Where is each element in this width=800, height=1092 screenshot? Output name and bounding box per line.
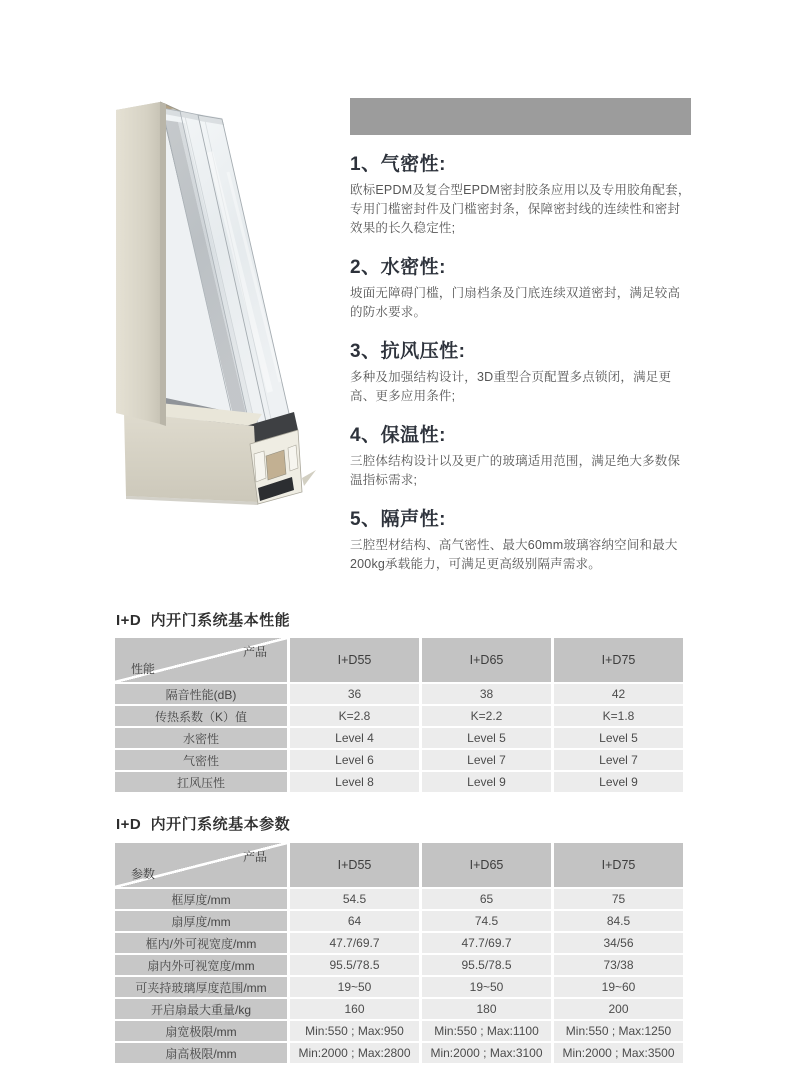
performance-table: [115, 638, 683, 792]
feature-heading: 2、水密性:: [350, 257, 446, 278]
cell-value: Min:2000 ; Max:2800: [290, 1043, 419, 1063]
column-header: I+D75: [554, 843, 683, 887]
cell-value: 95.5/78.5: [422, 955, 551, 975]
row-label: 可夹持玻璃厚度范围/mm: [115, 977, 287, 997]
cell-value: 75: [554, 889, 683, 909]
feature-item: [350, 252, 691, 322]
feature-item: [350, 504, 691, 574]
cell-value: Level 6: [290, 750, 419, 770]
cell-value: 160: [290, 999, 419, 1019]
row-label: 开启扇最大重量/kg: [115, 999, 287, 1019]
cell-value: 200: [554, 999, 683, 1019]
column-header: I+D65: [422, 638, 551, 682]
feature-heading: 5、隔声性:: [350, 509, 446, 530]
cell-value: Level 9: [554, 772, 683, 792]
cell-value: 19~60: [554, 977, 683, 997]
feature-list: [350, 149, 691, 574]
cell-value: Level 7: [422, 750, 551, 770]
cell-value: Level 9: [422, 772, 551, 792]
feature-body: 三腔型材结构、高气密性、最大60mm玻璃容纳空间和最大200kg承载能力，可满足更高级别隔声需求。: [350, 538, 678, 571]
feature-body: 三腔体结构设计以及更广的玻璃适用范围，满足绝大多数保温指标需求;: [350, 454, 681, 487]
cell-value: Min:2000 ; Max:3100: [422, 1043, 551, 1063]
row-label: 框厚度/mm: [115, 889, 287, 909]
cell-value: 42: [554, 684, 683, 704]
corner-label-top: 产品: [242, 645, 267, 659]
feature-heading: 1、气密性:: [350, 154, 446, 175]
corner-label-bottom: 性能: [131, 662, 156, 676]
cell-value: 73/38: [554, 955, 683, 975]
feature-item: [350, 336, 691, 406]
cell-value: 95.5/78.5: [290, 955, 419, 975]
column-header: I+D55: [290, 638, 419, 682]
cell-value: 47.7/69.7: [422, 933, 551, 953]
row-label: 传热系数（K）值: [115, 706, 287, 726]
cell-value: 36: [290, 684, 419, 704]
feature-body: 坡面无障碍门槛，门扇档条及门底连续双道密封，满足较高的防水要求。: [350, 286, 681, 319]
row-label: 框内/外可视宽度/mm: [115, 933, 287, 953]
feature-body: 欧标EPDM及复合型EPDM密封胶条应用以及专用胶角配套，专用门槛密封件及门槛密封条，保障密封线的连续性和密封效果的长久稳定性;: [350, 183, 691, 235]
cell-value: Level 7: [554, 750, 683, 770]
jamb-profile: [116, 102, 166, 426]
row-label: 扇内外可视宽度/mm: [115, 955, 287, 975]
cell-value: Level 5: [554, 728, 683, 748]
parameters-table-title: I+D 内开门系统基本参数: [116, 816, 291, 833]
cell-value: 38: [422, 684, 551, 704]
cell-value: 65: [422, 889, 551, 909]
cell-value: Min:550 ; Max:950: [290, 1021, 419, 1041]
cell-value: Min:2000 ; Max:3500: [554, 1043, 683, 1063]
cell-value: 64: [290, 911, 419, 931]
cell-value: Min:550 ; Max:1100: [422, 1021, 551, 1041]
corner-label-top: 产品: [242, 850, 267, 864]
cell-value: Level 4: [290, 728, 419, 748]
row-label: 扛风压性: [115, 772, 287, 792]
table-corner-cell: [115, 638, 287, 682]
cell-value: 19~50: [290, 977, 419, 997]
section-header-text: I+D 系统产品特点介绍: [406, 142, 639, 165]
cell-value: 74.5: [422, 911, 551, 931]
cell-value: Level 5: [422, 728, 551, 748]
glass-panes: [162, 108, 293, 432]
cell-value: 19~50: [422, 977, 551, 997]
cell-value: 180: [422, 999, 551, 1019]
cell-value: 34/56: [554, 933, 683, 953]
row-label: 扇厚度/mm: [115, 911, 287, 931]
performance-table-title: I+D 内开门系统基本性能: [116, 612, 291, 629]
parameters-table: [115, 843, 683, 1063]
row-label: 扇高极限/mm: [115, 1043, 287, 1063]
cell-value: 54.5: [290, 889, 419, 909]
column-header: I+D65: [422, 843, 551, 887]
corner-label-bottom: 参数: [131, 867, 156, 881]
feature-item: [350, 420, 691, 490]
feature-body: 多种及加强结构设计，3D重型合页配置多点锁闭，满足更高、更多应用条件;: [350, 370, 672, 403]
cell-value: 47.7/69.7: [290, 933, 419, 953]
column-header: I+D55: [290, 843, 419, 887]
cell-value: Min:550 ; Max:1250: [554, 1021, 683, 1041]
cell-value: K=2.8: [290, 706, 419, 726]
table-corner-cell: [115, 843, 287, 887]
row-label: 扇宽极限/mm: [115, 1021, 287, 1041]
cell-value: K=1.8: [554, 706, 683, 726]
feature-heading: 3、抗风压性:: [350, 341, 466, 362]
cell-value: 84.5: [554, 911, 683, 931]
cell-value: Level 8: [290, 772, 419, 792]
feature-heading: 4、保温性:: [350, 425, 446, 446]
column-header: I+D75: [554, 638, 683, 682]
row-label: 气密性: [115, 750, 287, 770]
row-label: 隔音性能(dB): [115, 684, 287, 704]
cell-value: K=2.2: [422, 706, 551, 726]
row-label: 水密性: [115, 728, 287, 748]
features-column: [350, 98, 691, 574]
window-profile-image: [108, 82, 358, 552]
